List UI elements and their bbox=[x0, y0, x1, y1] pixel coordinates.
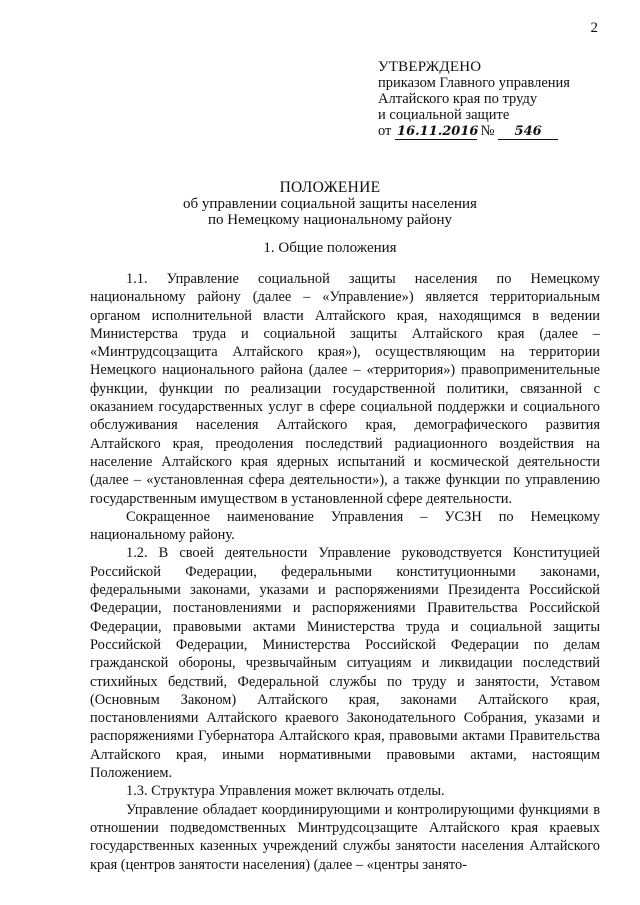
section-heading: 1. Общие положения bbox=[263, 240, 397, 256]
document-subtitle-line-1: об управлении социальной защиты населения bbox=[183, 196, 477, 212]
handwritten-order-number: 546 bbox=[498, 125, 558, 140]
paragraph-short-name: Сокращенное наименование Управления – УСЗН по Немецкому национальному району. bbox=[90, 508, 600, 544]
document-title-block bbox=[70, 180, 590, 228]
paragraph-1-2: 1.2. В своей деятельности Управление руководствуется Конституцией Российской Федерации, федеральными конституционными законами, федеральными законами, указами и распоряжениями Президента Российской Федерации, постановлениями и распоряжениями Правительства Российской Федерации, правовыми актами Министерства труда и социальной защиты Российской Федерации, Министерства Российской Федерации по делам гражданской обороны, чрезвычайным ситуациям и ликвидации последствий стихийных бедствий, Федеральной службы по труду и занятости, Уставом (Основным Законом) Алтайского края, законами Алтайского края, постановлениями Алтайского краевого Законодательного Собрания, указами и распоряжениями Губернатора Алтайского края, правовыми актами Правительства Алтайского края, иными нормативными правовыми актами, настоящим Положением. bbox=[90, 545, 600, 782]
paragraph-coordination: Управление обладает координирующими и контролирующими функциями в отношении подведомственных Минтрудсоцзащите Алтайского края краевых государственных казенных учреждений службы занятости населения Алтайского края (центров занятости населения) (далее – «центры занято- bbox=[90, 801, 600, 873]
document-title: ПОЛОЖЕНИЕ bbox=[279, 179, 381, 196]
page-number: 2 bbox=[590, 20, 598, 36]
document-subtitle-line-2: по Немецкому национальному району bbox=[207, 212, 452, 228]
approval-from-label: от bbox=[378, 123, 392, 139]
approval-line-2: Алтайского края по труду bbox=[378, 91, 538, 107]
paragraph-1-1: 1.1. Управление социальной защиты населения по Немецкому национальному району (далее – «Управление») является территориальным органом исполнительной власти Алтайского края, находящимся в ведении Министерства труда и социальной защиты Алтайского края (далее – «Минтрудсоцзащита Алтайского края»), осуществляющим на территории Немецкого национального района (далее – «территория») правоприменительные функции, функции по реализации государственной политики, связанной с оказанием государственных услуг в сфере социальной поддержки и социального обслуживания населения Алтайского края, демографического развития Алтайского края, преодоления последствий радиационного воздействия на население Алтайского края ядерных испытаний и космической деятельности (далее – «установленная сфера деятельности»), а также функции по управлению государственным имуществом в установленной сфере деятельности. bbox=[90, 271, 600, 507]
approval-date-row bbox=[378, 123, 608, 140]
handwritten-date: 16.11.2016 bbox=[397, 124, 479, 139]
approval-line-3: и социальной защите bbox=[378, 107, 510, 123]
paragraph-1-3: 1.3. Структура Управления может включать отделы. bbox=[126, 783, 445, 800]
approval-line-1: приказом Главного управления bbox=[378, 75, 570, 91]
document-body bbox=[90, 270, 600, 874]
approval-number-label: № bbox=[480, 123, 495, 139]
approval-heading: УТВЕРЖДЕНО bbox=[378, 59, 482, 75]
approval-stamp bbox=[378, 59, 608, 140]
